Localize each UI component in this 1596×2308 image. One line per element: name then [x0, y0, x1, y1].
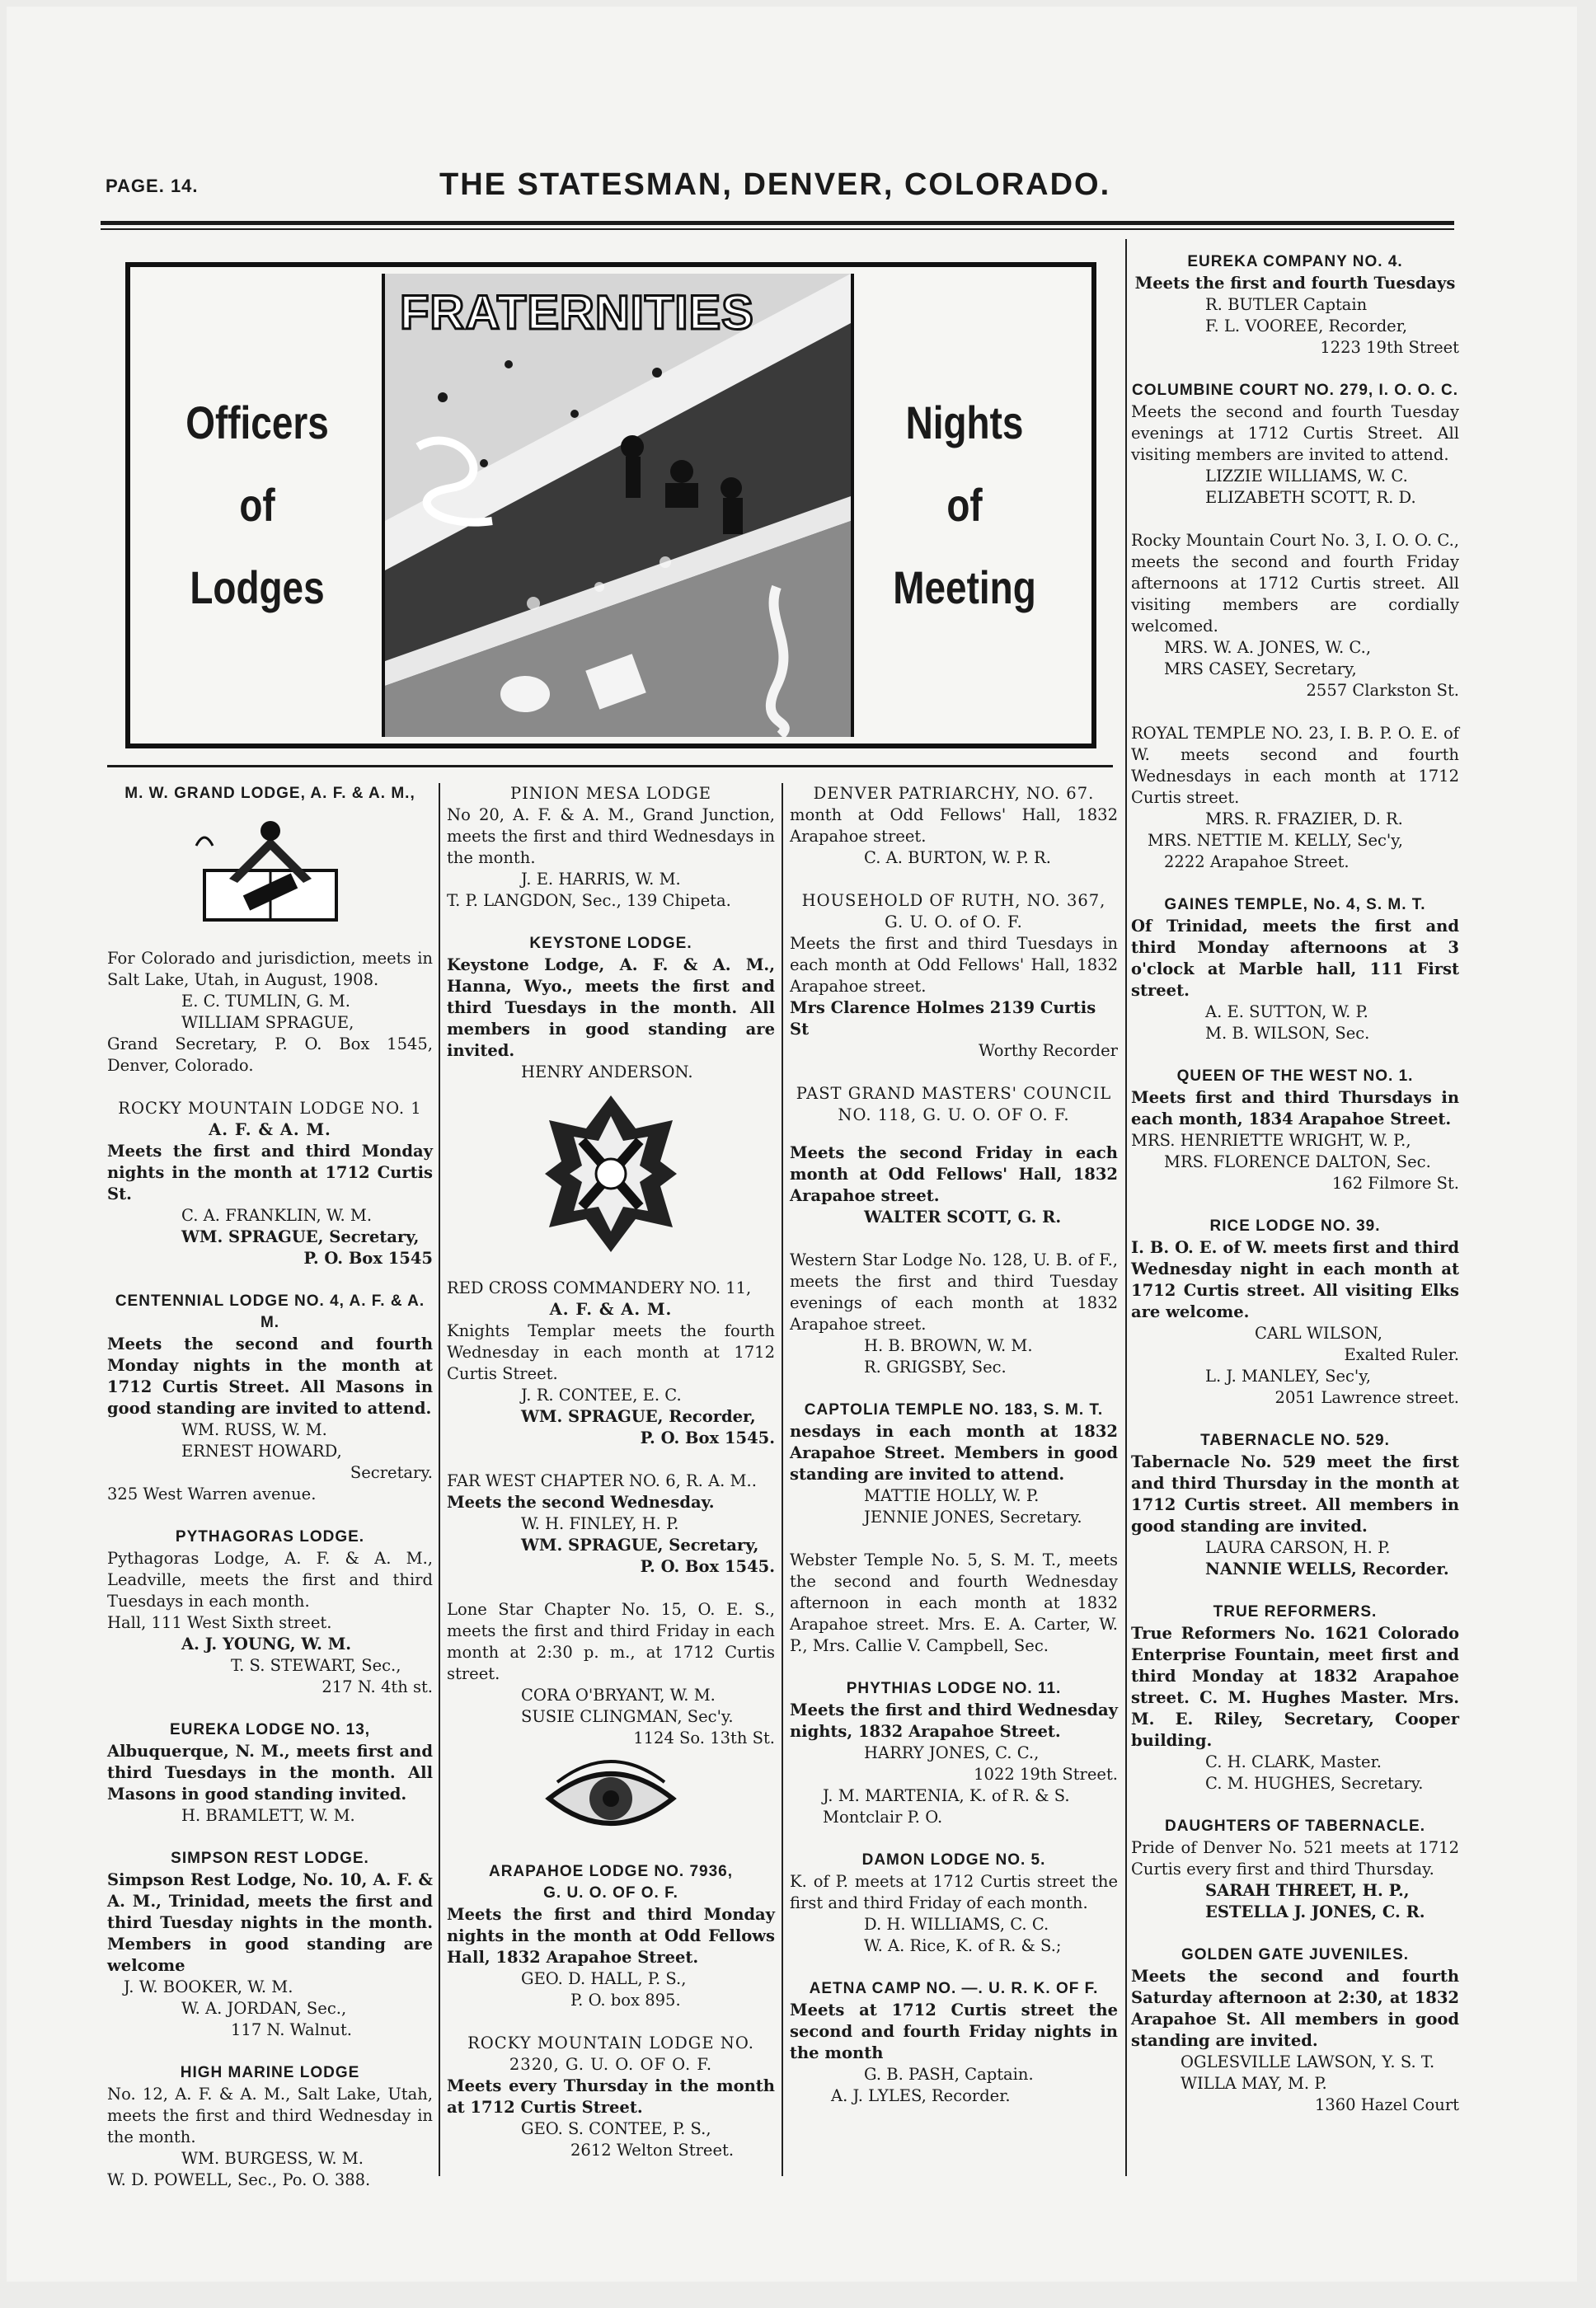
column-rule-2	[782, 783, 783, 2176]
lodge-entry: HOUSEHOLD OF RUTH, NO. 367, G. U. O. of O. F. Meets the first and third Tuesdays in each month at Odd Fellows' Hall, 1832 Arapahoe street. Mrs Clarence Holmes 2139 Curtis St Worthy Recorder	[790, 891, 1118, 1060]
lodge-entry: GAINES TEMPLE, No. 4, S. M. T. Of Trinidad, meets the first and third Monday afternoons at 3 o'clock at Marble hall, 111 First street. A. E. SUTTON, W. P. M. B. WILSON, Sec.	[1131, 896, 1459, 1043]
lodge-entry: GOLDEN GATE JUVENILES. Meets the second and fourth Saturday afternoon at 2:30, at 1832 Arapahoe St. All members in good standing are invited. OGLESVILLE LAWSON, Y. S. T. WILLA MAY, M. P. 1360 Hazel Court	[1131, 1946, 1459, 2114]
paper-title: THE STATESMAN, DENVER, COLORADO.	[439, 167, 1111, 202]
lodge-entry: ROCKY MOUNTAIN LODGE NO. 2320, G. U. O. OF O. F. Meets every Thursday in the month at 1712 Curtis Street. GEO. S. CONTEE, P. S., 2612 Welton Street.	[447, 2034, 775, 2160]
column-2	[447, 783, 775, 2183]
lodge-entry: QUEEN OF THE WEST NO. 1. Meets first and third Thursdays in each month, 1834 Arapahoe Street. MRS. HENRIETTE WRIGHT, W. P., MRS. FLORENCE DALTON, Sec. 162 Filmore St.	[1131, 1067, 1459, 1193]
lodge-entry: PAST GRAND MASTERS' COUNCIL NO. 118, G. U. O. OF O. F. Meets the second Friday in each month at Odd Fellows' Hall, 1832 Arapahoe street. WALTER SCOTT, G. R.	[790, 1084, 1118, 1227]
lodge-entry: Rocky Mountain Court No. 3, I. O. O. C., meets the second and fourth Friday afternoons at 1712 Curtis street. All visiting members are cordially welcomed. MRS. W. A. JONES, W. C., MRS CASEY, Secretary, 2557 Clarkston St.	[1131, 531, 1459, 700]
column-rule-1	[439, 783, 440, 2176]
masthead-rule	[101, 221, 1454, 225]
lodge-entry: EUREKA LODGE NO. 13, Albuquerque, N. M., meets first and third Tuesdays in the month. All Masons in good standing invited. H. BRAMLETT, W. M.	[107, 1721, 433, 1825]
banner-left-text: Officers of Lodges	[185, 396, 329, 613]
column-rule-3	[1125, 239, 1127, 2176]
lodge-entry: FAR WEST CHAPTER NO. 6, R. A. M.. Meets the second Wednesday. W. H. FINLEY, H. P. WM. SPRAGUE, Secretary, P. O. Box 1545.	[447, 1471, 775, 1576]
lodge-entry: RICE LODGE NO. 39. I. B. O. E. of W. meets first and third Wednesday night in each month at 1712 Curtis street. All visiting Elks are welcome. CARL WILSON, Exalted Ruler. L. J. MANLEY, Sec'y, 2051 Lawrence street.	[1131, 1217, 1459, 1407]
all-seeing-eye-emblem	[447, 1757, 775, 1840]
lodge-entry: Lone Star Chapter No. 15, O. E. S., meets the first and third Friday in each month at 2:30 p. m., at 1712 Curtis street. CORA O'BRYANT, W. M. SUSIE CLINGMAN, Sec'y. 1124 So. 13th St.	[447, 1599, 775, 1840]
banner-illustration	[382, 274, 854, 737]
bible-square-compass-emblem	[107, 813, 433, 936]
lodge-entry: PINION MESA LODGE No 20, A. F. & A. M., Grand Junction, meets the first and third Wednesdays in the month. J. E. HARRIS, W. M. T. P. LANGDON, Sec., 139 Chipeta.	[447, 784, 775, 910]
lodge-entry: DAUGHTERS OF TABERNACLE. Pride of Denver No. 521 meets at 1712 Curtis every first and third Thursday. SARAH THREET, H. P., ESTELLA J. JONES, C. R.	[1131, 1818, 1459, 1921]
masthead-rule-thin	[101, 228, 1454, 230]
fraternities-banner	[125, 262, 1096, 748]
lodge-entry: CENTENNIAL LODGE NO. 4, A. F. & A. M. Meets the second and fourth Monday nights in the month at 1712 Curtis Street. All Masons in good standing are invited to attend. WM. RUSS, W. M. ERNEST HOWARD, Secretary. 325 West Warren avenue.	[107, 1292, 433, 1503]
lodge-entry: ROCKY MOUNTAIN LODGE NO. 1 A. F. & A. M. Meets the first and third Monday nights in the month at 1712 Curtis St. C. A. FRANKLIN, W. M. WM. SPRAGUE, Secretary, P. O. Box 1545	[107, 1099, 433, 1268]
lodge-entry: M. W. GRAND LODGE, A. F. & A. M., For Colorado and jurisdiction, meets in Salt Lake, Utah, in August, 1908. E. C. TUMLIN, G. M. WILLIAM SPRAGUE, Grand Secretary, P. O. Box 1545, Denver, Colorado.	[107, 785, 433, 1075]
banner-art-title: FRATERNITIES	[400, 286, 754, 340]
lodge-entry: PHYTHIAS LODGE NO. 11. Meets the first and third Wednesday nights, 1832 Arapahoe Street. HARRY JONES, C. C., 1022 19th Street. J. M. MARTENIA, K. of R. & S. Montclair P. O.	[790, 1680, 1118, 1827]
lodge-entry: RED CROSS COMMANDERY NO. 11, A. F. & A. M. Knights Templar meets the fourth Wednesday in each month at 1712 Curtis Street. J. R. CONTEE, E. C. WM. SPRAGUE, Recorder, P. O. Box 1545.	[447, 1278, 775, 1447]
lodge-entry: KEYSTONE LODGE. Keystone Lodge, A. F. & A. M., Hanna, Wyo., meets the first and third Tuesdays in the month. All members in good standing are invited. HENRY ANDERSON.	[447, 933, 775, 1256]
lodge-entry: EUREKA COMPANY NO. 4. Meets the first and fourth Tuesdays R. BUTLER Captain F. L. VOOREE, Recorder, 1223 19th Street	[1134, 253, 1459, 357]
banner-right-text: Nights of Meeting	[893, 396, 1036, 613]
lodge-entry: CAPTOLIA TEMPLE NO. 183, S. M. T. nesdays in each month at 1832 Arapahoe Street. Members in good standing are invited to attend. MATTIE HOLLY, W. P. JENNIE JONES, Secretary.	[790, 1401, 1118, 1527]
lodge-entry: AETNA CAMP NO. —. U. R. K. OF F. Meets at 1712 Curtis street the second and fourth Friday nights in the month G. B. PASH, Captain. A. J. LYLES, Recorder.	[790, 1980, 1118, 2105]
lodge-entry: DENVER PATRIARCHY, NO. 67. month at Odd Fellows' Hall, 1832 Arapahoe street. C. A. BURTON, W. P. R.	[790, 784, 1118, 867]
column-1	[107, 783, 433, 2212]
column-3	[790, 783, 1118, 2128]
lodge-heading: M. W. GRAND LODGE, A. F. & A. M.,	[124, 785, 415, 802]
lodge-entry: ROYAL TEMPLE NO. 23, I. B. P. O. E. of W. meets second and fourth Wednesdays in each month at 1712 Curtis street. MRS. R. FRAZIER, D. R. MRS. NETTIE M. KELLY, Sec'y, 2222 Arapahoe Street.	[1131, 724, 1459, 871]
lodge-entry: PYTHAGORAS LODGE. Pythagoras Lodge, A. F. & A. M., Leadville, meets the first and third Tuesdays in each month. Hall, 111 West Sixth street. A. J. YOUNG, W. M. T. S. STEWART, Sec., 217 N. 4th st.	[107, 1528, 433, 1696]
lodge-entry: Webster Temple No. 5, S. M. T., meets the second and fourth Wednesday afternoon in each month at 1832 Arapahoe street. Mrs. E. A. Carter, W. P., Mrs. Callie V. Campbell, Sec.	[790, 1550, 1118, 1655]
column-4	[1131, 251, 1459, 2137]
lodge-entry: SIMPSON REST LODGE. Simpson Rest Lodge, No. 10, A. F. & A. M., Trinidad, meets the first and third Tuesday nights in the month. Members in good standing are welcome J. W. BOOKER, W. M. W. A. JORDAN, Sec., 117 N. Walnut.	[107, 1850, 433, 2039]
lodge-entry: COLUMBINE COURT NO. 279, I. O. O. C. Meets the second and fourth Tuesday evenings at 1712 Curtis Street. All visiting members are invited to attend. LIZZIE WILLIAMS, W. C. ELIZABETH SCOTT, R. D.	[1131, 382, 1459, 507]
lodge-entry: DAMON LODGE NO. 5. K. of P. meets at 1712 Curtis street the first and third Friday of each month. D. H. WILLIAMS, C. C. W. A. Rice, K. of R. & S.;	[790, 1851, 1118, 1955]
banner-bottom-rule	[107, 765, 1113, 767]
fraternities-illustration	[385, 274, 851, 737]
lodge-entry: HIGH MARINE LODGE No. 12, A. F. & A. M., Salt Lake, Utah, meets the first and third Wednesday in the month. WM. BURGESS, W. M. W. D. POWELL, Sec., Po. O. 388.	[107, 2064, 433, 2189]
lodge-entry: Western Star Lodge No. 128, U. B. of F., meets the first and third Tuesday evenings of each month at 1832 Arapahoe street. H. B. BROWN, W. M. R. GRIGSBY, Sec.	[790, 1250, 1118, 1377]
lodge-entry: ARAPAHOE LODGE NO. 7936, G. U. O. OF O. F. Meets the first and third Monday nights in the month at Odd Fellows Hall, 1832 Arapahoe Street. GEO. D. HALL, P. S., P. O. box 895.	[447, 1863, 775, 2010]
lodge-entry: TABERNACLE NO. 529. Tabernacle No. 529 meet the first and third Thursday in the month at 1712 Curtis street. All members in good standing are invited. LAURA CARSON, H. P. NANNIE WELLS, Recorder.	[1131, 1432, 1459, 1579]
lodge-entry: TRUE REFORMERS. True Reformers No. 1621 Colorado Enterprise Fountain, meet first and third Monday at 1832 Arapahoe street. C. M. Hughes Master. Mrs. M. E. Riley, Secretary, Cooper building. C. H. CLARK, Master. C. M. HUGHES, Secretary.	[1131, 1603, 1459, 1793]
knights-templar-cross-emblem	[447, 1091, 775, 1256]
page-number: PAGE. 14.	[106, 176, 199, 196]
masthead	[106, 167, 1458, 217]
